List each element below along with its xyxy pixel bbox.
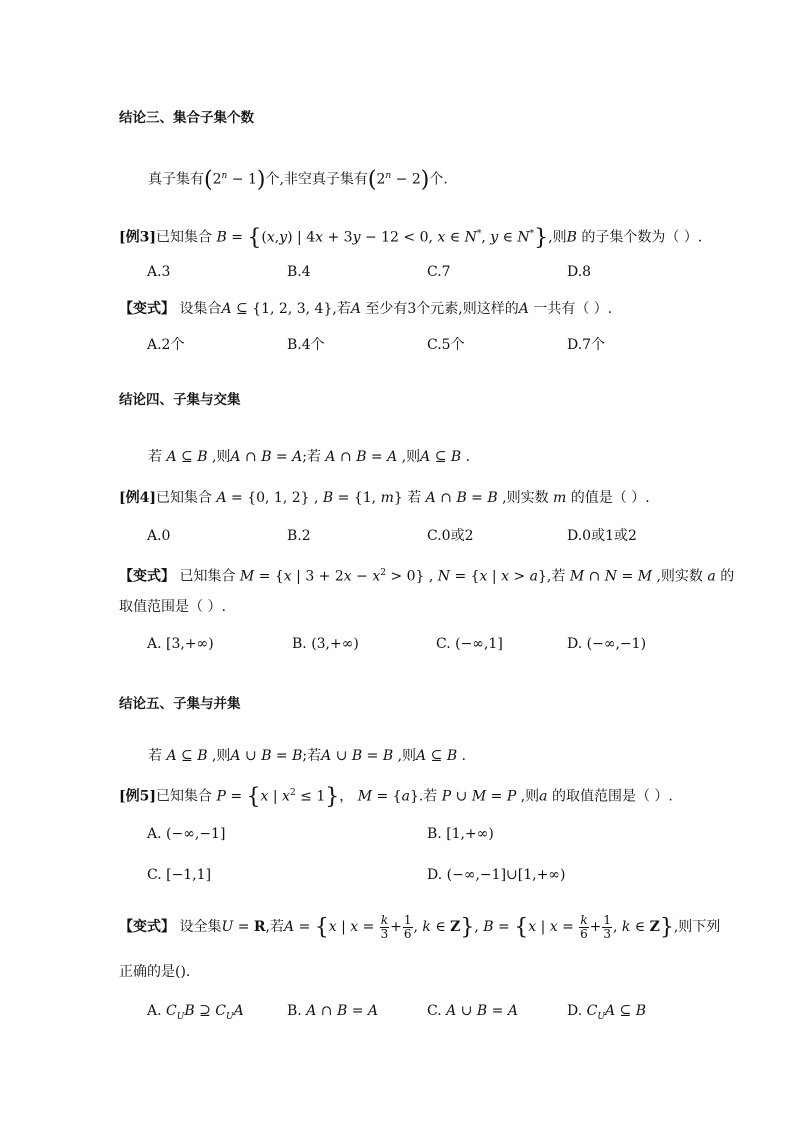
example4-option-c: C.0或2 xyxy=(427,528,474,544)
variant4-option-d: D. (−∞,−1) xyxy=(567,636,647,652)
example3-option-c: C.7 xyxy=(427,264,451,280)
section3-rule: 真子集有$(2^n - 1)$个,非空真子集有$(2^n - 2)$个. xyxy=(148,167,448,193)
section4-rule: 若 A ⊆ B ,则A ∩ B = A;若 A ∩ B = A ,则A ⊆ B . xyxy=(148,449,471,465)
example4-option-b: B.2 xyxy=(287,528,311,544)
example3-option-d: D.8 xyxy=(567,264,592,280)
section5-heading: 结论五、子集与并集 xyxy=(119,696,241,712)
example5-question: [例5]已知集合 P = {x | $x^2 \le 1$}， M = {a}.若 P ∪ M = P ,则a 的取值范围是（ ）. xyxy=(119,784,673,810)
variant3-option-d: D.7个 xyxy=(567,337,606,353)
example4-option-d: D.0或1或2 xyxy=(567,528,637,544)
variant4-question-cont: 取值范围是（ ）. xyxy=(119,599,226,615)
example3-option-a: A.3 xyxy=(147,264,171,280)
variant5-question: 【变式】 设全集U = R,若A = {x | x = $\frac{k}{3}$ + $\frac{1}{6}$ , k ∈ Z}, B = {x | x = $\frac{k}{6}$ + $\frac{1}{3}$ , k ∈ Z},则下列 xyxy=(119,912,721,941)
variant5-option-c: C. A ∪ B = A xyxy=(427,1003,518,1019)
variant4-option-b: B. (3,+∞) xyxy=(292,636,359,652)
example5-option-b: B. [1,+∞) xyxy=(427,826,494,842)
variant3-option-a: A.2个 xyxy=(147,337,185,353)
example5-option-d: D. (−∞,−1]∪[1,+∞) xyxy=(427,867,566,883)
variant5-question-cont: 正确的是(). xyxy=(119,964,191,980)
variant5-option-b: B. A ∩ B = A xyxy=(287,1003,379,1019)
example5-option-c: C. [−1,1] xyxy=(147,867,212,883)
example3-option-b: B.4 xyxy=(287,264,311,280)
variant4-option-c: C. (−∞,1] xyxy=(436,636,503,652)
variant3-question: 【变式】 设集合A ⊆ {1, 2, 3, 4},若A 至少有3个元素,则这样的A 一共有（ ）. xyxy=(119,301,613,317)
variant5-option-d: D. $C_UA$ ⊆ B xyxy=(567,1003,647,1022)
section4-heading: 结论四、子集与交集 xyxy=(119,392,241,408)
section5-rule: 若 A ⊆ B ,则A ∪ B = B;若A ∪ B = B ,则A ⊆ B . xyxy=(148,748,467,764)
example3-question: [例3]已知集合 B = {(x,y) | 4x + 3y − 12 < 0, x ∈ N*, y ∈ N*},则B 的子集个数为（ ）. xyxy=(119,225,703,251)
example4-question: [例4]已知集合 A = {0, 1, 2} , B = {1, m} 若 A ∩ B = B ,则实数 m 的值是（ ）. xyxy=(119,490,650,506)
example5-option-a: A. (−∞,−1] xyxy=(147,826,226,842)
section3-heading: 结论三、集合子集个数 xyxy=(119,110,254,126)
variant4-option-a: A. [3,+∞) xyxy=(147,636,214,652)
variant5-option-a: A. $C_UB$ ⊇ $C_UA$ xyxy=(147,1003,244,1022)
variant3-option-c: C.5个 xyxy=(427,337,465,353)
variant4-question: 【变式】 已知集合 M = {x | $3 + 2x - x^2 > 0$} , N = {x | x > a},若 M ∩ N = M ,则实数 a 的 xyxy=(119,568,735,585)
variant3-option-b: B.4个 xyxy=(287,337,325,353)
example4-option-a: A.0 xyxy=(147,528,171,544)
